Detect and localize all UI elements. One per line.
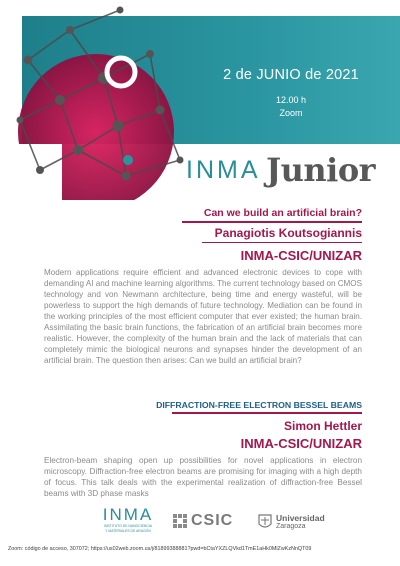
event-date: 2 de JUNIO de 2021 (223, 67, 359, 83)
inma-wordmark: INMA (186, 156, 261, 184)
inma-logo-sub1: INSTITUTO DE NANOCIENCIA (104, 524, 152, 528)
zoom-access-link[interactable]: Zoom: código de acceso, 307072; https://us02web.zoom.us/j/81899388881?pwd=bCtaYXZLQVkd1TmE1aHk0MlZwKzNnQT09 (8, 546, 312, 552)
sponsor-logos (0, 502, 400, 546)
speaker-name: Simon Hettler (283, 418, 362, 433)
talk-2 (44, 400, 362, 500)
inma-logo (96, 506, 160, 534)
title-underline (172, 412, 362, 414)
event-time-block (196, 94, 386, 120)
speaker-name: Panagiotis Koutsogiannis (214, 225, 362, 240)
talk-abstract: Modern applications require efficient and advanced electronic devices to cope with demanding AI and machine learning algorithms. The current technology based on CMOS technology and von Newmann architecture, being time and energy wasteful, will be powerless to support the high demands of future technology. Mediation can be found in the working principles of the most efficient computer that ever existed; the human brain. Assimilating the basic brain functions, the fabrication of an artificial brain becomes more realistic. However, the complexity of the human brain and the lack of materials that can completely mimic the biological neurons and synapses hinder the development of an artificial brain. The question then arises: Can we build an artificial brain? (44, 268, 362, 365)
university-crest-icon (258, 513, 272, 531)
csic-logo-text: CSIC (191, 512, 234, 529)
title-underline (182, 221, 362, 223)
talk-1 (44, 207, 362, 366)
speaker-affiliation: INMA-CSIC/UNIZAR (240, 435, 362, 451)
event-time: 12.00 h (275, 95, 307, 105)
junior-wordmark: Junior (266, 151, 376, 189)
talk-abstract: Electron-beam shaping open up possibilities for novel applications in electron microscopy. Diffraction-free electron beams are promising for imaging with a high depth of focus. This talk deals with the experimental realization of diffraction-free Bessel beams with 3D phase masks (44, 455, 362, 499)
event-platform: Zoom (279, 108, 303, 118)
unizar-logo (258, 512, 338, 536)
speaker-underline (202, 242, 362, 244)
speaker-affiliation: INMA-CSIC/UNIZAR (240, 248, 362, 263)
csic-logo (172, 512, 242, 532)
inma-logo-sub2: Y MATERIALES DE ARAGÓN (105, 529, 151, 533)
talk-title: Can we build an artificial brain? (203, 207, 362, 219)
inma-logo-name: INMA (102, 505, 154, 524)
csic-emblem-icon (172, 513, 188, 529)
unizar-logo-city: Zaragoza (276, 523, 306, 530)
unizar-logo-name: Universidad (276, 513, 325, 523)
poster-header (0, 0, 400, 200)
neural-network-graphic (0, 0, 200, 200)
talk-title: DIFFRACTION-FREE ELECTRON BESSEL BEAMS (156, 400, 362, 410)
